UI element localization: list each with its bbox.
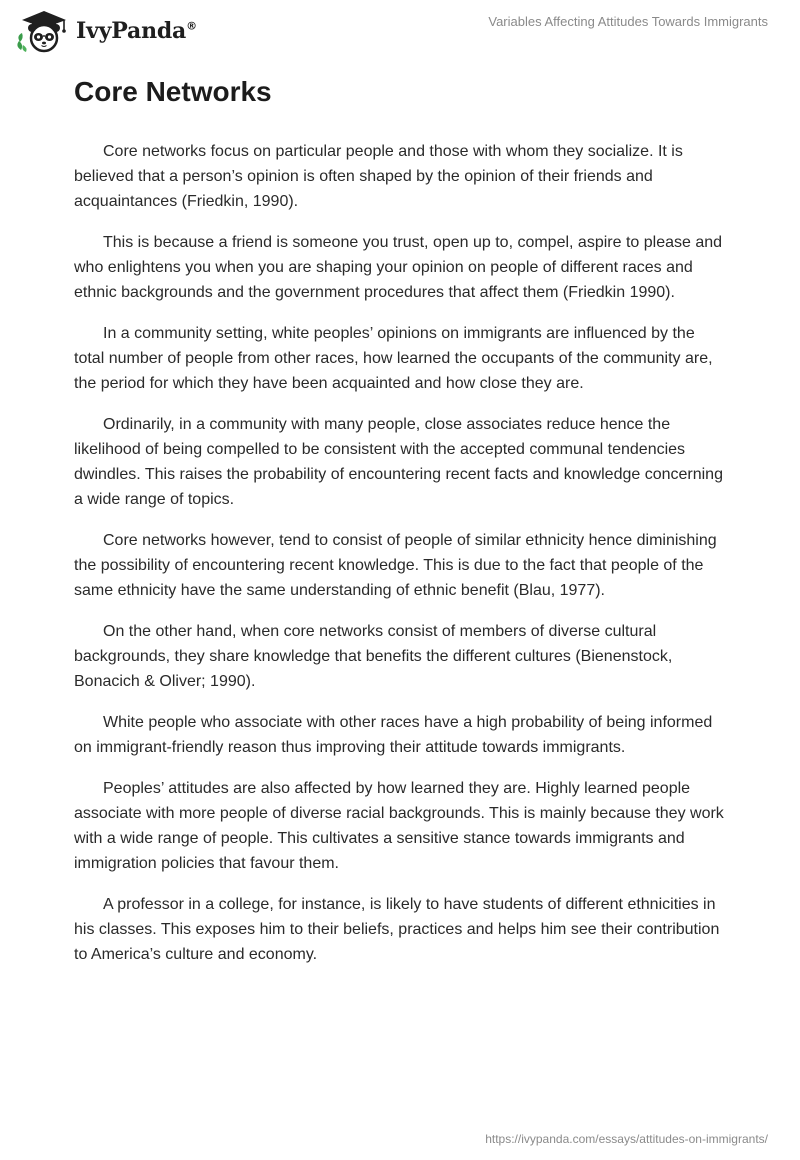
section-heading: Core Networks [74, 76, 272, 107]
brand-logo[interactable] [14, 8, 197, 54]
document-title: Variables Affecting Attitudes Towards Immigrants [488, 14, 768, 29]
brand-name: IvyPanda [76, 18, 187, 44]
paragraph: In a community setting, white peoples’ opinions on immigrants are influenced by the total number of people from other races, how learned the occupants of the community are, the period for which they have been acquainted and how close they are. [74, 325, 713, 392]
paragraph: Peoples’ attitudes are also affected by how learned they are. Highly learned people associate with more people of diverse racial backgrounds. This is mainly because they work with a wide range of people. This cultivates a sensitive stance towards immigrants and immigration policies that favour them. [74, 780, 724, 872]
panda-graduate-icon [14, 8, 72, 54]
paragraph: White people who associate with other races have a high probability of being informed on immigrant-friendly reason thus improving their attitude towards immigrants. [74, 714, 713, 756]
paragraph: On the other hand, when core networks consist of members of diverse cultural backgrounds, they share knowledge that benefits the different cultures (Bienenstock, Bonacich & Oliver; 1990). [74, 623, 673, 690]
paragraph: A professor in a college, for instance, is likely to have students of different ethnicities in his classes. This exposes him to their beliefs, practices and helps him see their contribution to America’s culture and economy. [74, 896, 720, 963]
paragraph: Core networks however, tend to consist of people of similar ethnicity hence diminishing the possibility of encountering recent knowledge. This is due to the fact that people of the same ethnicity have the same understanding of ethnic benefit (Blau, 1977). [74, 532, 717, 599]
source-url[interactable]: https://ivypanda.com/essays/attitudes-on-immigrants/ [485, 1132, 768, 1146]
brand-registered-mark: ® [186, 19, 197, 33]
page-header [0, 0, 800, 60]
paragraph: Ordinarily, in a community with many people, close associates reduce hence the likelihood of being compelled to be consistent with the accepted communal tendencies dwindles. This raises the probability of encountering recent facts and knowledge concerning a wide range of topics. [74, 416, 723, 508]
paragraph: This is because a friend is someone you trust, open up to, compel, aspire to please and who enlightens you when you are shaping your opinion on people of different races and ethnic backgrounds and the government procedures that affect them (Friedkin 1990). [74, 234, 723, 301]
paragraph: Core networks focus on particular people and those with whom they socialize. It is believed that a person’s opinion is often shaped by the opinion of their friends and acquaintances (Friedkin, 1990). [74, 143, 683, 210]
essay-content [74, 72, 724, 983]
